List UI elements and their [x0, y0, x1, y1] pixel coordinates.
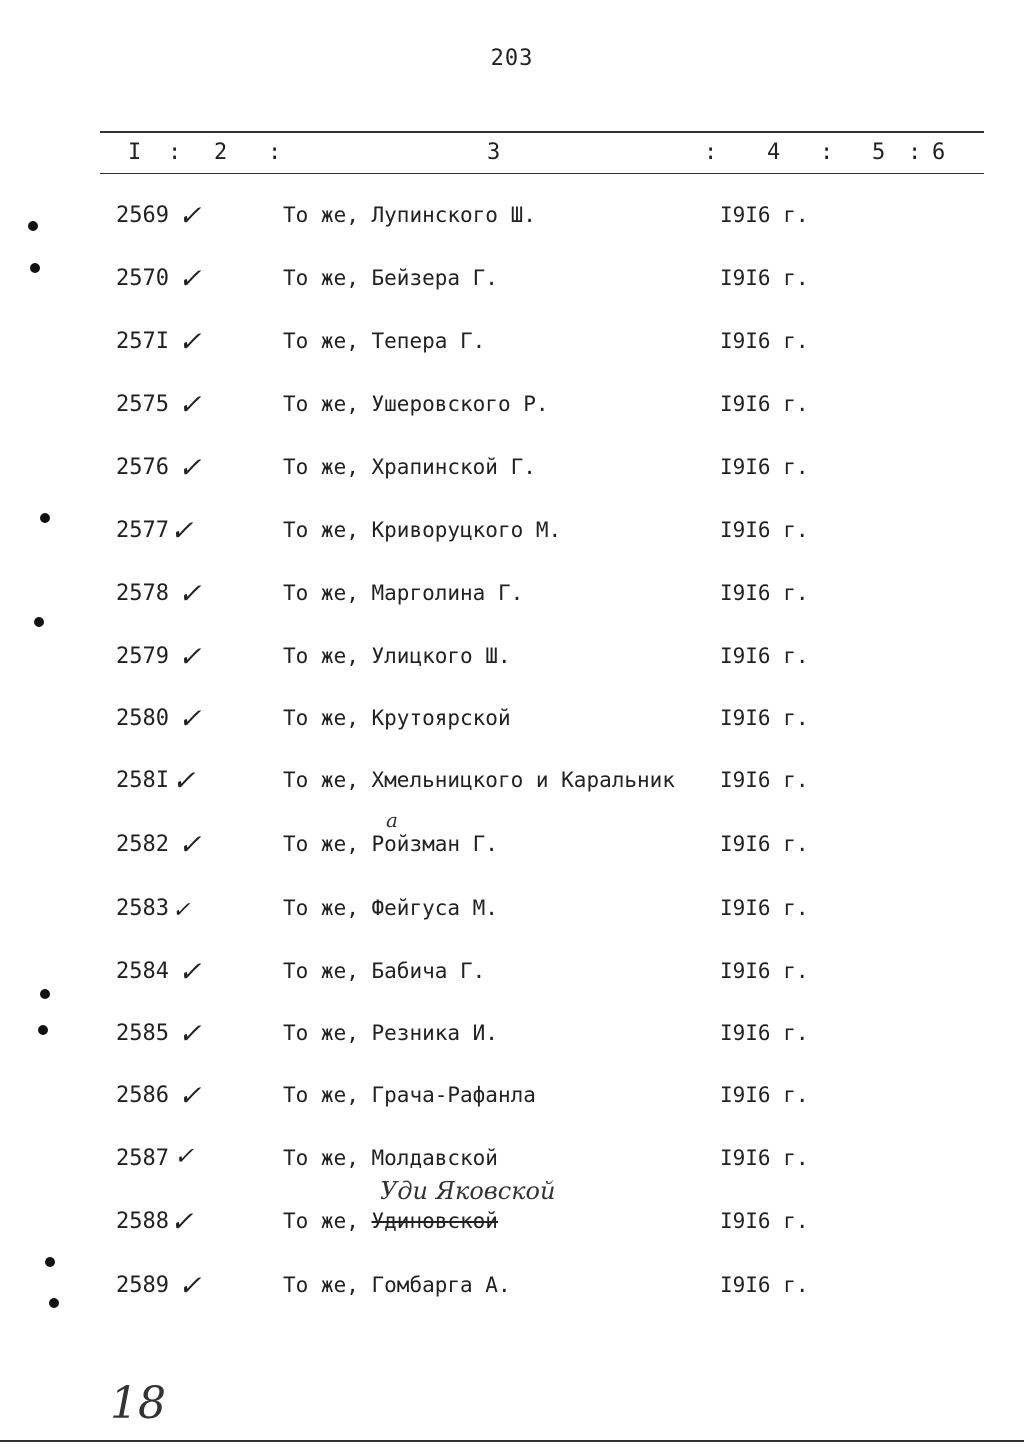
row-description: [283, 581, 523, 605]
row-year: I9I6 г.: [720, 329, 809, 353]
row-name: Криворуцкого М.: [371, 518, 562, 542]
row-description: [283, 1083, 536, 1107]
row-year: I9I6 г.: [720, 768, 809, 792]
row-description: [283, 1146, 498, 1170]
row-prefix: То же,: [283, 329, 359, 353]
check-mark-icon: ✓: [178, 199, 202, 232]
row-description: [283, 329, 485, 353]
punch-hole: [38, 1025, 48, 1035]
check-mark-icon: ✓: [170, 1205, 194, 1238]
row-prefix: То же,: [283, 392, 359, 416]
row-year: I9I6 г.: [720, 1273, 809, 1297]
table-row: [0, 325, 1024, 369]
row-description: [283, 644, 511, 668]
sheet-number: 18: [110, 1378, 166, 1429]
table-row: [0, 199, 1024, 243]
row-number: 2576: [116, 455, 169, 480]
table-row: [0, 1079, 1024, 1123]
row-name: Тепера Г.: [371, 329, 486, 353]
row-description: [283, 768, 675, 792]
row-number: 2570: [116, 266, 169, 291]
row-prefix: То же,: [283, 518, 359, 542]
row-name: Фейгуса М.: [371, 896, 498, 920]
check-mark-icon: ✓: [178, 640, 202, 673]
check-mark-icon: ✓: [178, 262, 202, 295]
punch-hole: [49, 1298, 59, 1308]
row-number: 2569: [116, 203, 169, 228]
table-row: [0, 640, 1024, 684]
row-number: 257I: [116, 329, 169, 354]
row-name: Бейзера Г.: [371, 266, 498, 290]
row-description: [283, 266, 498, 290]
check-mark-icon: ✓: [172, 898, 191, 923]
row-number: 2589: [116, 1273, 169, 1298]
check-mark-icon: ✓: [178, 702, 202, 735]
row-description: [283, 959, 485, 983]
check-mark-icon: ✓: [170, 514, 194, 547]
row-prefix: То же,: [283, 266, 359, 290]
table-row: [0, 896, 1024, 936]
punch-hole: [40, 989, 50, 999]
row-number: 2577: [116, 518, 169, 543]
table-row: [0, 262, 1024, 306]
row-name: Бабича Г.: [371, 959, 486, 983]
row-year: I9I6 г.: [720, 896, 809, 920]
row-year: I9I6 г.: [720, 392, 809, 416]
row-description: [283, 392, 549, 416]
row-number: 2582: [116, 832, 169, 857]
check-mark-icon: ✓: [178, 388, 202, 421]
row-year: I9I6 г.: [720, 1146, 809, 1170]
row-number: 2586: [116, 1083, 169, 1108]
row-description: [283, 203, 536, 227]
row-prefix: То же,: [283, 1209, 359, 1233]
table-row: [0, 955, 1024, 999]
row-name: Резника И.: [371, 1021, 498, 1045]
check-mark-icon: ✓: [174, 1142, 195, 1170]
table-row: [0, 764, 1024, 808]
punch-hole: [45, 1257, 55, 1267]
header-col-3: 3: [487, 140, 501, 165]
row-prefix: То же,: [283, 896, 359, 920]
table-row: [0, 702, 1024, 746]
row-description: [283, 896, 498, 920]
punch-hole: [34, 617, 44, 627]
row-name: Молдавской: [371, 1146, 498, 1170]
row-name: Храпинской Г.: [371, 455, 536, 479]
row-year: I9I6 г.: [720, 1021, 809, 1045]
row-year: I9I6 г.: [720, 832, 809, 856]
row-description: [283, 1021, 498, 1045]
punch-hole: [40, 513, 50, 523]
header-col-1: I: [128, 140, 142, 165]
row-name: Лупинского Ш.: [371, 203, 536, 227]
row-prefix: То же,: [283, 203, 359, 227]
row-prefix: То же,: [283, 706, 359, 730]
row-name: Хмельницкого и Каральник: [371, 768, 675, 792]
header-separator: :: [168, 140, 182, 165]
row-number: 2585: [116, 1021, 169, 1046]
table-row: [0, 514, 1024, 558]
row-year: I9I6 г.: [720, 518, 809, 542]
table-row: [0, 577, 1024, 621]
check-mark-icon: ✓: [178, 451, 202, 484]
header-separator: :: [704, 140, 718, 165]
header-col-6: 6: [932, 140, 946, 165]
row-number: 2588: [116, 1209, 169, 1234]
row-prefix: То же,: [283, 1083, 359, 1107]
row-year: I9I6 г.: [720, 959, 809, 983]
row-prefix: То же,: [283, 1273, 359, 1297]
row-prefix: То же,: [283, 1021, 359, 1045]
check-mark-icon: ✓: [178, 1017, 202, 1050]
row-name: Ройзман Г.: [371, 832, 498, 856]
row-year: I9I6 г.: [720, 1083, 809, 1107]
check-mark-icon: ✓: [178, 1079, 202, 1112]
row-prefix: То же,: [283, 1146, 359, 1170]
row-number: 2580: [116, 706, 169, 731]
row-year: I9I6 г.: [720, 1209, 809, 1233]
check-mark-icon: ✓: [178, 955, 202, 988]
row-name: Удиновской: [371, 1209, 498, 1233]
row-name: Гомбарга А.: [371, 1273, 511, 1297]
header-col-5: 5: [872, 140, 886, 165]
row-number: 2587: [116, 1146, 169, 1171]
row-description: [283, 1209, 498, 1233]
row-description: [283, 455, 536, 479]
row-prefix: То же,: [283, 832, 359, 856]
row-number: 258I: [116, 768, 169, 793]
table-row: [0, 1017, 1024, 1061]
handwritten-correction: а: [386, 808, 398, 832]
table-top-rule: [100, 131, 984, 133]
header-separator: :: [820, 140, 834, 165]
row-prefix: То же,: [283, 959, 359, 983]
punch-hole: [28, 221, 38, 231]
punch-hole: [30, 263, 40, 273]
table-row: [0, 388, 1024, 432]
page-number: 203: [490, 46, 534, 71]
row-year: I9I6 г.: [720, 706, 809, 730]
row-prefix: То же,: [283, 581, 359, 605]
row-number: 2575: [116, 392, 169, 417]
table-row: [0, 808, 1024, 872]
page-bottom-rule: [0, 1440, 1024, 1442]
check-mark-icon: ✓: [178, 577, 202, 610]
row-name: Крутоярской: [371, 706, 511, 730]
check-mark-icon: ✓: [178, 325, 202, 358]
table-row: [0, 451, 1024, 495]
row-prefix: То же,: [283, 768, 359, 792]
row-number: 2583: [116, 896, 169, 921]
row-number: 2579: [116, 644, 169, 669]
row-description: [283, 832, 498, 856]
row-number: 2584: [116, 959, 169, 984]
row-year: I9I6 г.: [720, 203, 809, 227]
check-mark-icon: ✓: [178, 828, 202, 861]
row-name: Марголина Г.: [371, 581, 524, 605]
row-name: Ушеровского Р.: [371, 392, 549, 416]
check-mark-icon: ✓: [178, 1269, 202, 1302]
header-col-4: 4: [767, 140, 781, 165]
row-year: I9I6 г.: [720, 455, 809, 479]
table-header-rule: [100, 173, 984, 174]
table-row: [0, 1177, 1024, 1249]
check-mark-icon: ✓: [172, 764, 196, 797]
header-separator: :: [908, 140, 922, 165]
row-year: I9I6 г.: [720, 266, 809, 290]
row-prefix: То же,: [283, 644, 359, 668]
row-description: [283, 518, 561, 542]
row-description: [283, 1273, 511, 1297]
header-col-2: 2: [214, 140, 228, 165]
handwritten-correction: Уди Яковской: [380, 1177, 556, 1205]
table-row: [0, 1269, 1024, 1313]
row-name: Улицкого Ш.: [371, 644, 511, 668]
row-year: I9I6 г.: [720, 581, 809, 605]
row-year: I9I6 г.: [720, 644, 809, 668]
header-separator: :: [268, 140, 282, 165]
row-description: [283, 706, 511, 730]
row-name: Грача-Рафанла: [371, 1083, 536, 1107]
row-prefix: То же,: [283, 455, 359, 479]
row-number: 2578: [116, 581, 169, 606]
